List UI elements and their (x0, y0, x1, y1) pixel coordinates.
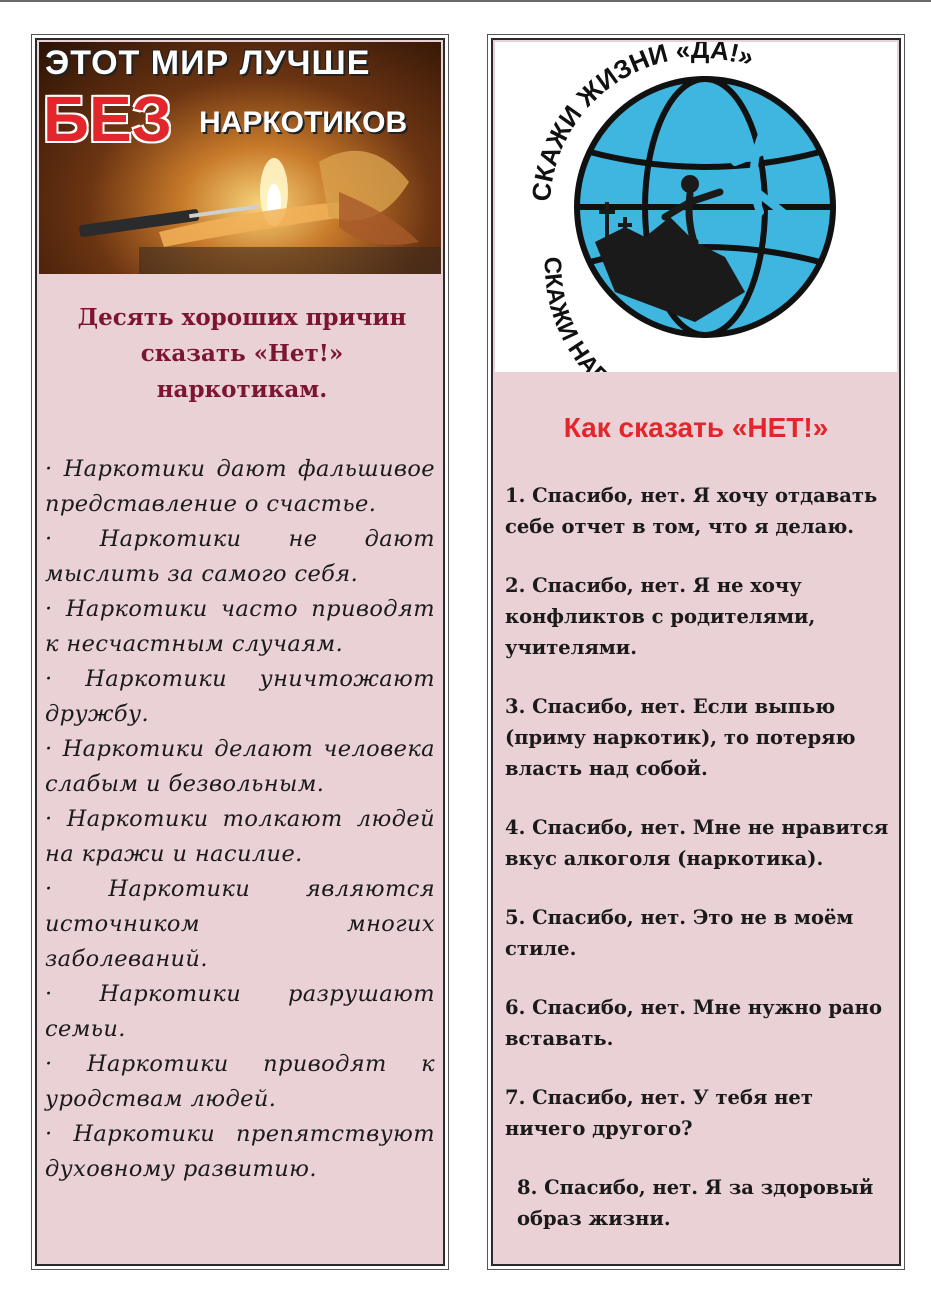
list-item: · Наркотики являются источником многих заболеваний. (45, 876, 435, 972)
banner-heading-line: ЭТОТ МИР ЛУЧШЕ (45, 44, 371, 82)
top-rule (0, 0, 931, 2)
list-item: 4. Спасибо, нет. Мне не нравится вкус алкоголя (наркотика). (505, 816, 889, 870)
list-item: · Наркотики разрушают семьи. (45, 981, 435, 1042)
right-bookmark-panel (491, 38, 901, 1266)
reasons-list (45, 452, 435, 1187)
list-item: 2. Спасибо, нет. Я не хочу конфликтов с родителями, учителями. (505, 574, 816, 659)
list-item: 5. Спасибо, нет. Это не в моём стиле. (505, 906, 854, 960)
list-item: · Наркотики уничтожают дружбу. (45, 666, 435, 727)
list-item: 1. Спасибо, нет. Я хочу отдавать себе отчет в том, что я делаю. (505, 484, 878, 538)
say-no-logo (495, 42, 897, 372)
left-bookmark-panel (35, 38, 445, 1266)
list-item: · Наркотики часто приводят к несчастным случаям. (45, 596, 435, 657)
list-item: 3. Спасибо, нет. Если выпью (приму наркотик), то потеряю власть над собой. (505, 695, 856, 780)
reasons-title: Десять хороших причин сказать «Нет!» наркотикам. (77, 304, 407, 403)
logo-top-text: СКАЖИ ЖИЗНИ «ДА!» (525, 42, 758, 203)
globe-logo-icon (495, 42, 897, 372)
banner-bez-word: БЕЗ (43, 83, 172, 155)
list-item: · Наркотики приводят к уродствам людей. (45, 1051, 435, 1112)
answers-list (505, 480, 889, 1262)
banner-narcotics-word: НАРКОТИКОВ (199, 106, 408, 139)
list-item: · Наркотики толкают людей на кражи и насилие. (45, 806, 435, 867)
logo-bottom-text: СКАЖИ НА (538, 256, 605, 372)
how-to-say-no-title: Как сказать «НЕТ!» (563, 412, 829, 443)
list-item: 8. Спасибо, нет. Я за здоровый образ жизни. (517, 1176, 874, 1230)
list-item: · Наркотики не дают мыслить за самого себя. (45, 526, 435, 587)
banner-image (39, 42, 441, 274)
list-item: · Наркотики препятствуют духовному развитию. (45, 1121, 435, 1182)
list-item: · Наркотики дают фальшивое представление о счастье. (45, 456, 435, 517)
list-item: 6. Спасибо, нет. Мне нужно рано вставать. (505, 996, 882, 1050)
list-item: · Наркотики делают человека слабым и безвольным. (45, 736, 435, 797)
list-item: 7. Спасибо, нет. У тебя нет ничего другого? (505, 1086, 813, 1140)
